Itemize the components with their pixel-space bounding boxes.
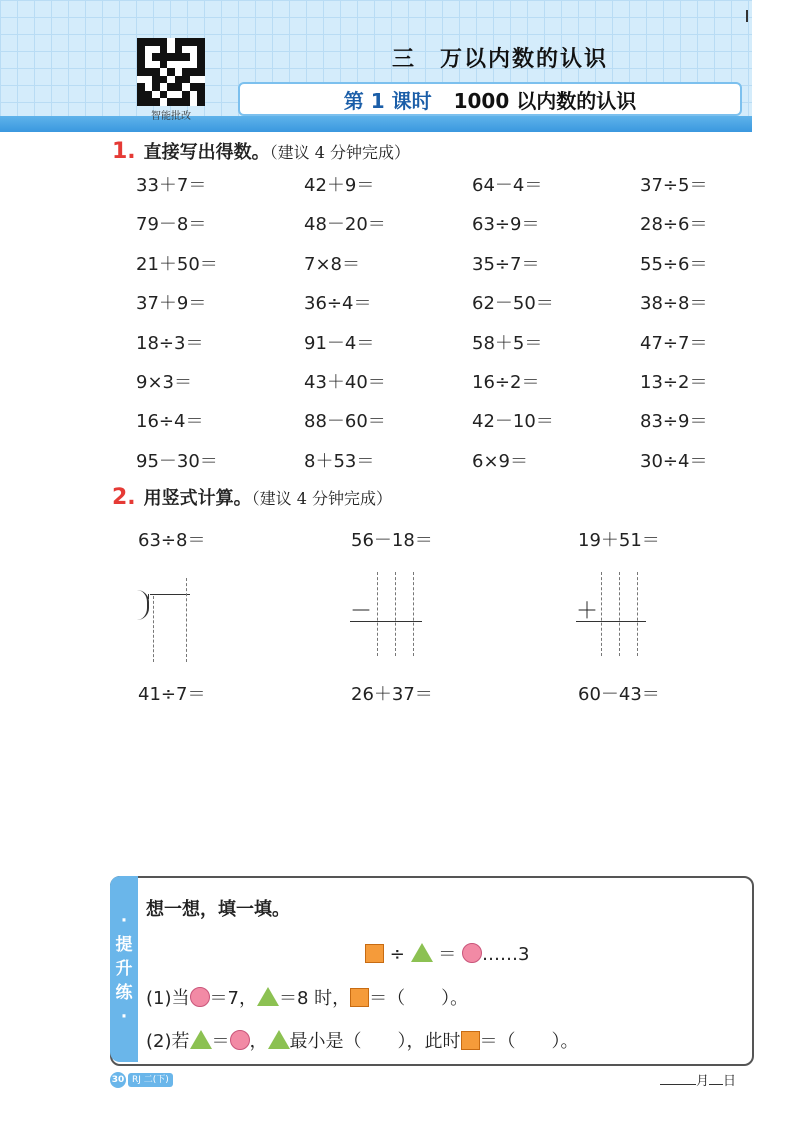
q2-text-a: (2)若 [146, 1031, 190, 1052]
vertical-problem-4: 41÷7＝ [138, 684, 206, 705]
math-expression: 33＋7＝ [136, 175, 207, 196]
improve-title: 想一想，填一填。 [146, 899, 290, 920]
math-expression: 62－50＝ [472, 293, 554, 315]
shape-formula [365, 940, 529, 966]
pink-circle-icon [462, 943, 482, 963]
math-expression: 38÷8＝ [640, 293, 708, 315]
section-2-number: 2. [112, 485, 136, 510]
math-expression: 16÷4＝ [136, 411, 204, 433]
math-expression: 79－8＝ [136, 214, 207, 236]
math-expression: 42＋9＝ [304, 175, 375, 196]
math-expression: 47÷7＝ [640, 332, 708, 354]
section-1-hint: （建议 4 分钟完成） [269, 143, 411, 162]
lesson-title-bar [238, 82, 742, 116]
math-expression: 8＋53＝ [304, 450, 375, 472]
math-expression: 43＋40＝ [304, 371, 386, 393]
q1-text-b: ＝7， [209, 988, 257, 1009]
section-2-hint: （建议 4 分钟完成） [251, 489, 393, 508]
header-band [0, 116, 752, 132]
improve-tab-char: · [120, 1007, 128, 1027]
q2-text-c: ， [249, 1031, 268, 1052]
formula-equals: ＝ [438, 944, 457, 965]
q2-text-b: ＝ [211, 1031, 230, 1052]
math-expression: 88－60＝ [304, 411, 386, 433]
qr-code[interactable] [137, 38, 205, 106]
math-expression: 36÷4＝ [304, 293, 372, 315]
pink-circle-icon [230, 1030, 250, 1050]
math-expression: 18÷3＝ [136, 332, 204, 354]
math-expression: 7×8＝ [304, 253, 360, 275]
math-expression: 48－20＝ [304, 214, 386, 236]
math-expression: 58＋5＝ [472, 332, 543, 354]
formula-remainder: ……3 [482, 944, 530, 965]
month-label: 月 [696, 1074, 710, 1089]
q2-text-d[interactable]: 最小是（ ），此时 [289, 1031, 461, 1052]
math-expression: 55÷6＝ [640, 253, 708, 275]
math-expression: 63÷9＝ [472, 214, 540, 236]
green-triangle-icon [190, 1030, 212, 1049]
vertical-problem-3: 19＋51＝ [578, 530, 660, 551]
orange-square-icon [365, 944, 384, 963]
question-2 [146, 1027, 579, 1053]
section-1-number: 1. [112, 139, 136, 164]
math-expression: 83÷9＝ [640, 411, 708, 433]
lesson-label: 第 1 课时 [343, 88, 432, 113]
section-1-title [112, 138, 410, 164]
date-field[interactable] [660, 1070, 736, 1089]
pink-circle-icon [190, 987, 210, 1007]
math-expression: 42－10＝ [472, 411, 554, 433]
lesson-topic: 1000 以内数的认识 [453, 88, 637, 113]
math-expression: 21＋50＝ [136, 253, 218, 275]
vertical-problem-2: 56－18＝ [351, 530, 433, 551]
improve-tab [110, 876, 138, 1062]
math-expression: 64－4＝ [472, 175, 543, 196]
math-expression: 16÷2＝ [472, 371, 540, 393]
math-expression: 37＋9＝ [136, 293, 207, 315]
vertical-problem-6: 60－43＝ [578, 684, 660, 705]
section-2-title [112, 484, 392, 510]
q2-answer-blank[interactable]: ＝（ ）。 [479, 1031, 579, 1052]
minus-sign: － [350, 599, 373, 624]
unit-title: 三 万以内数的认识 [391, 47, 608, 72]
mental-math-grid [136, 172, 756, 487]
math-expression: 6×9＝ [472, 450, 528, 472]
math-expression: 95－30＝ [136, 450, 218, 472]
q1-text-c: ＝8 时， [278, 988, 351, 1009]
math-expression: 37÷5＝ [640, 175, 708, 196]
math-expression: 13÷2＝ [640, 371, 708, 393]
formula-divide: ÷ [389, 944, 405, 965]
q1-answer-blank[interactable]: ＝（ ）。 [369, 988, 469, 1009]
qr-caption: 智能批改 [151, 111, 191, 122]
q1-text-a: (1)当 [146, 988, 190, 1009]
orange-square-icon [461, 1031, 480, 1050]
math-expression: 9×3＝ [136, 371, 192, 393]
improve-tab-char: 提 [115, 935, 133, 955]
improve-tab-char: 练 [115, 983, 133, 1003]
book-label: RJ 二(下) [128, 1073, 173, 1087]
section-1-text: 直接写出得数。 [143, 142, 270, 163]
math-expression: 91－4＝ [304, 332, 375, 354]
vertical-problem-5: 26＋37＝ [351, 684, 433, 705]
day-label: 日 [723, 1074, 737, 1089]
green-triangle-icon [268, 1030, 290, 1049]
math-expression: 30÷4＝ [640, 450, 708, 472]
question-1 [146, 984, 468, 1010]
math-expression: 35÷7＝ [472, 253, 540, 275]
improve-tab-char: 升 [115, 959, 133, 979]
green-triangle-icon [411, 943, 433, 962]
vertical-problem-1: 63÷8＝ [138, 530, 206, 551]
math-expression: 28÷6＝ [640, 214, 708, 236]
page-number: 30 [110, 1072, 126, 1088]
improve-tab-char: · [120, 911, 128, 931]
edge-mark [746, 10, 748, 22]
green-triangle-icon [257, 987, 279, 1006]
plus-sign: ＋ [576, 599, 599, 624]
section-2-text: 用竖式计算。 [143, 488, 252, 509]
orange-square-icon [350, 988, 369, 1007]
